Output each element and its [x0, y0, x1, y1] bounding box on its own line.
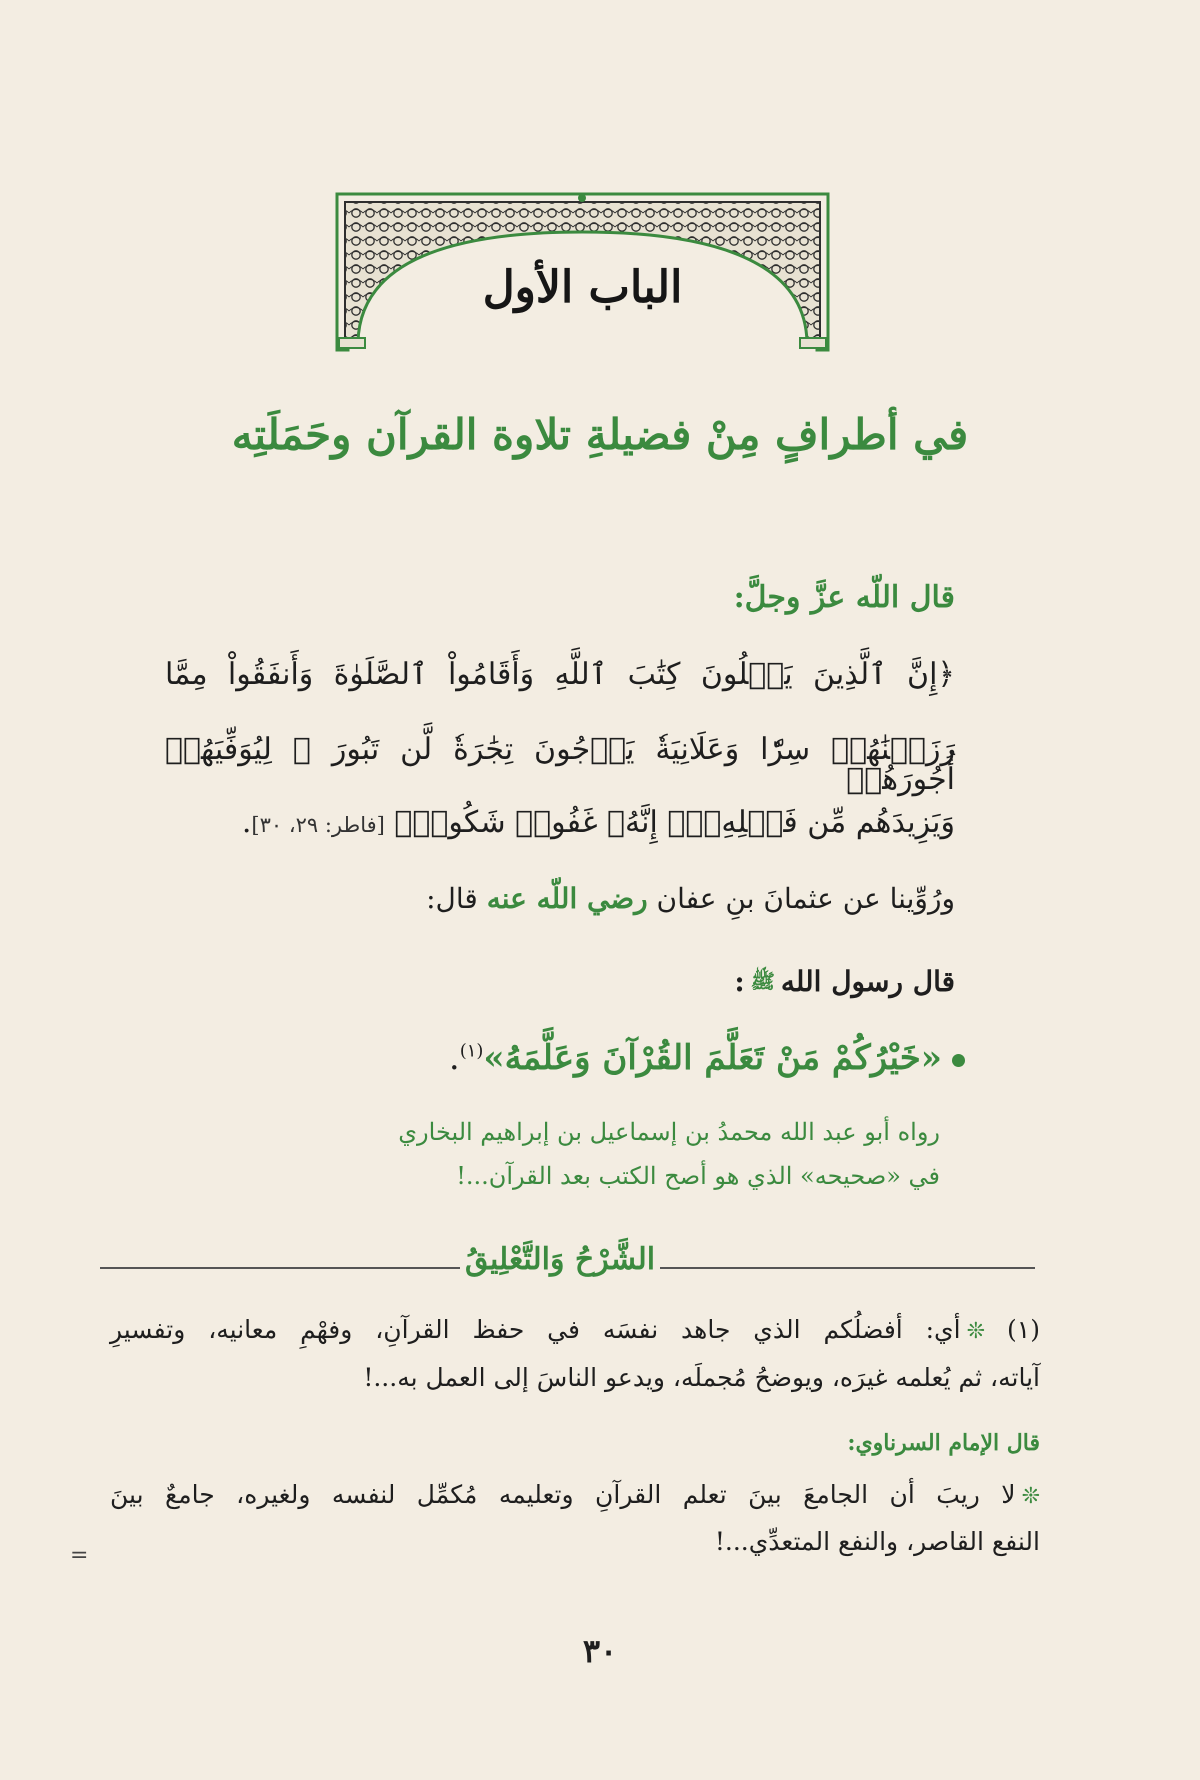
- note-number: (١): [1007, 1315, 1040, 1344]
- commentary-text-3: لا ريبَ أن الجامعَ بينَ تعلم القرآنِ وتعليمه مُكمِّل لنفسه ولغيره، جامعٌ بينَ: [110, 1480, 1016, 1509]
- commentary-line-3: [110, 1480, 1040, 1509]
- commentary-line-2: آياته، ثم يُعلمه غيرَه، ويوضحُ مُجملَه، ويدعو الناسَ إلى العمل به...!: [363, 1363, 1040, 1392]
- hadith-text: «خَيْرُكُمْ مَنْ تَعَلَّمَ القُرْآنَ وَعَلَّمَهُ»: [483, 1038, 942, 1078]
- section-divider-left: [100, 1267, 460, 1269]
- verse-intro: قال اللّه عزَّ وجلَّ:: [733, 580, 955, 615]
- commentary-text-1: أي: أفضلُكم الذي جاهد نفسَه في حفظ القرآنِ، وفهْمِ معانيه، وتفسيرِ: [110, 1315, 961, 1344]
- bullet-icon: [952, 1054, 965, 1067]
- commentary-line-1: [110, 1315, 985, 1344]
- narration-prefix: ورُوِّينا عن عثمانَ بنِ عفان: [656, 882, 955, 915]
- prophet-said-line: [734, 965, 955, 998]
- hadith-line: [449, 1038, 965, 1078]
- imam-label: قال الإمام السرناوي:: [847, 1430, 1040, 1456]
- commentary-line-4: النفع القاصر، والنفع المتعدِّي...!: [714, 1527, 1040, 1556]
- narration-honorific: رضي اللّه عنه: [486, 882, 648, 915]
- narration-line: [426, 882, 955, 915]
- star-ornament-icon: ❊: [1021, 1484, 1040, 1509]
- narration-suffix: قال:: [426, 882, 478, 915]
- verse-text: وَيَزِيدَهُم مِّن فَضۡلِهِۦٓۚ إِنَّهُۥ غَفُورٞ شَكُورٞ﴾: [394, 805, 955, 840]
- continuation-mark: =: [70, 1543, 89, 1568]
- footnote-marker: (١): [459, 1040, 484, 1062]
- page-number: ٣٠: [582, 1632, 618, 1670]
- quran-verse-line-1: ﴿إِنَّ ٱلَّذِينَ يَتۡلُونَ كِتَٰبَ ٱللَّهِ وَأَقَامُواْ ٱلصَّلَوٰةَ وَأَنفَقُواْ مِمَّا: [165, 657, 955, 692]
- riwaya-line-2: في «صحيحه» الذي هو أصح الكتب بعد القرآن...!: [456, 1162, 940, 1190]
- commentary-heading: الشَّرْحُ وَالتَّعْلِيقُ: [464, 1242, 656, 1277]
- section-divider-right: [660, 1267, 1035, 1269]
- chapter-subtitle: في أطرافٍ مِنْ فضيلةِ تلاوة القرآن وحَمَلَتِه: [231, 410, 969, 459]
- prophet-said-text: قال رسول الله: [780, 965, 955, 998]
- quran-verse-line-3: [165, 805, 955, 840]
- verse-reference: [فاطر: ٢٩، ٣٠]: [251, 813, 385, 837]
- star-ornament-icon: ❊: [966, 1319, 985, 1344]
- chapter-title: الباب الأول: [482, 262, 683, 313]
- riwaya-line-1: رواه أبو عبد الله محمدُ بن إسماعيل بن إبراهيم البخاري: [398, 1118, 940, 1146]
- verse-end: .: [241, 805, 252, 840]
- prophet-said-colon: :: [734, 965, 745, 998]
- hadith-end: .: [448, 1038, 460, 1078]
- salutation-icon: ﷺ: [750, 969, 775, 993]
- quran-verse-line-2: رَزَقۡنَٰهُمۡ سِرّٗا وَعَلَانِيَةٗ يَرۡجُونَ تِجَٰرَةٗ لَّن تَبُورَ ۞ لِيُوَفِّيَهُمۡ أُجُورَهُمۡ: [165, 732, 955, 797]
